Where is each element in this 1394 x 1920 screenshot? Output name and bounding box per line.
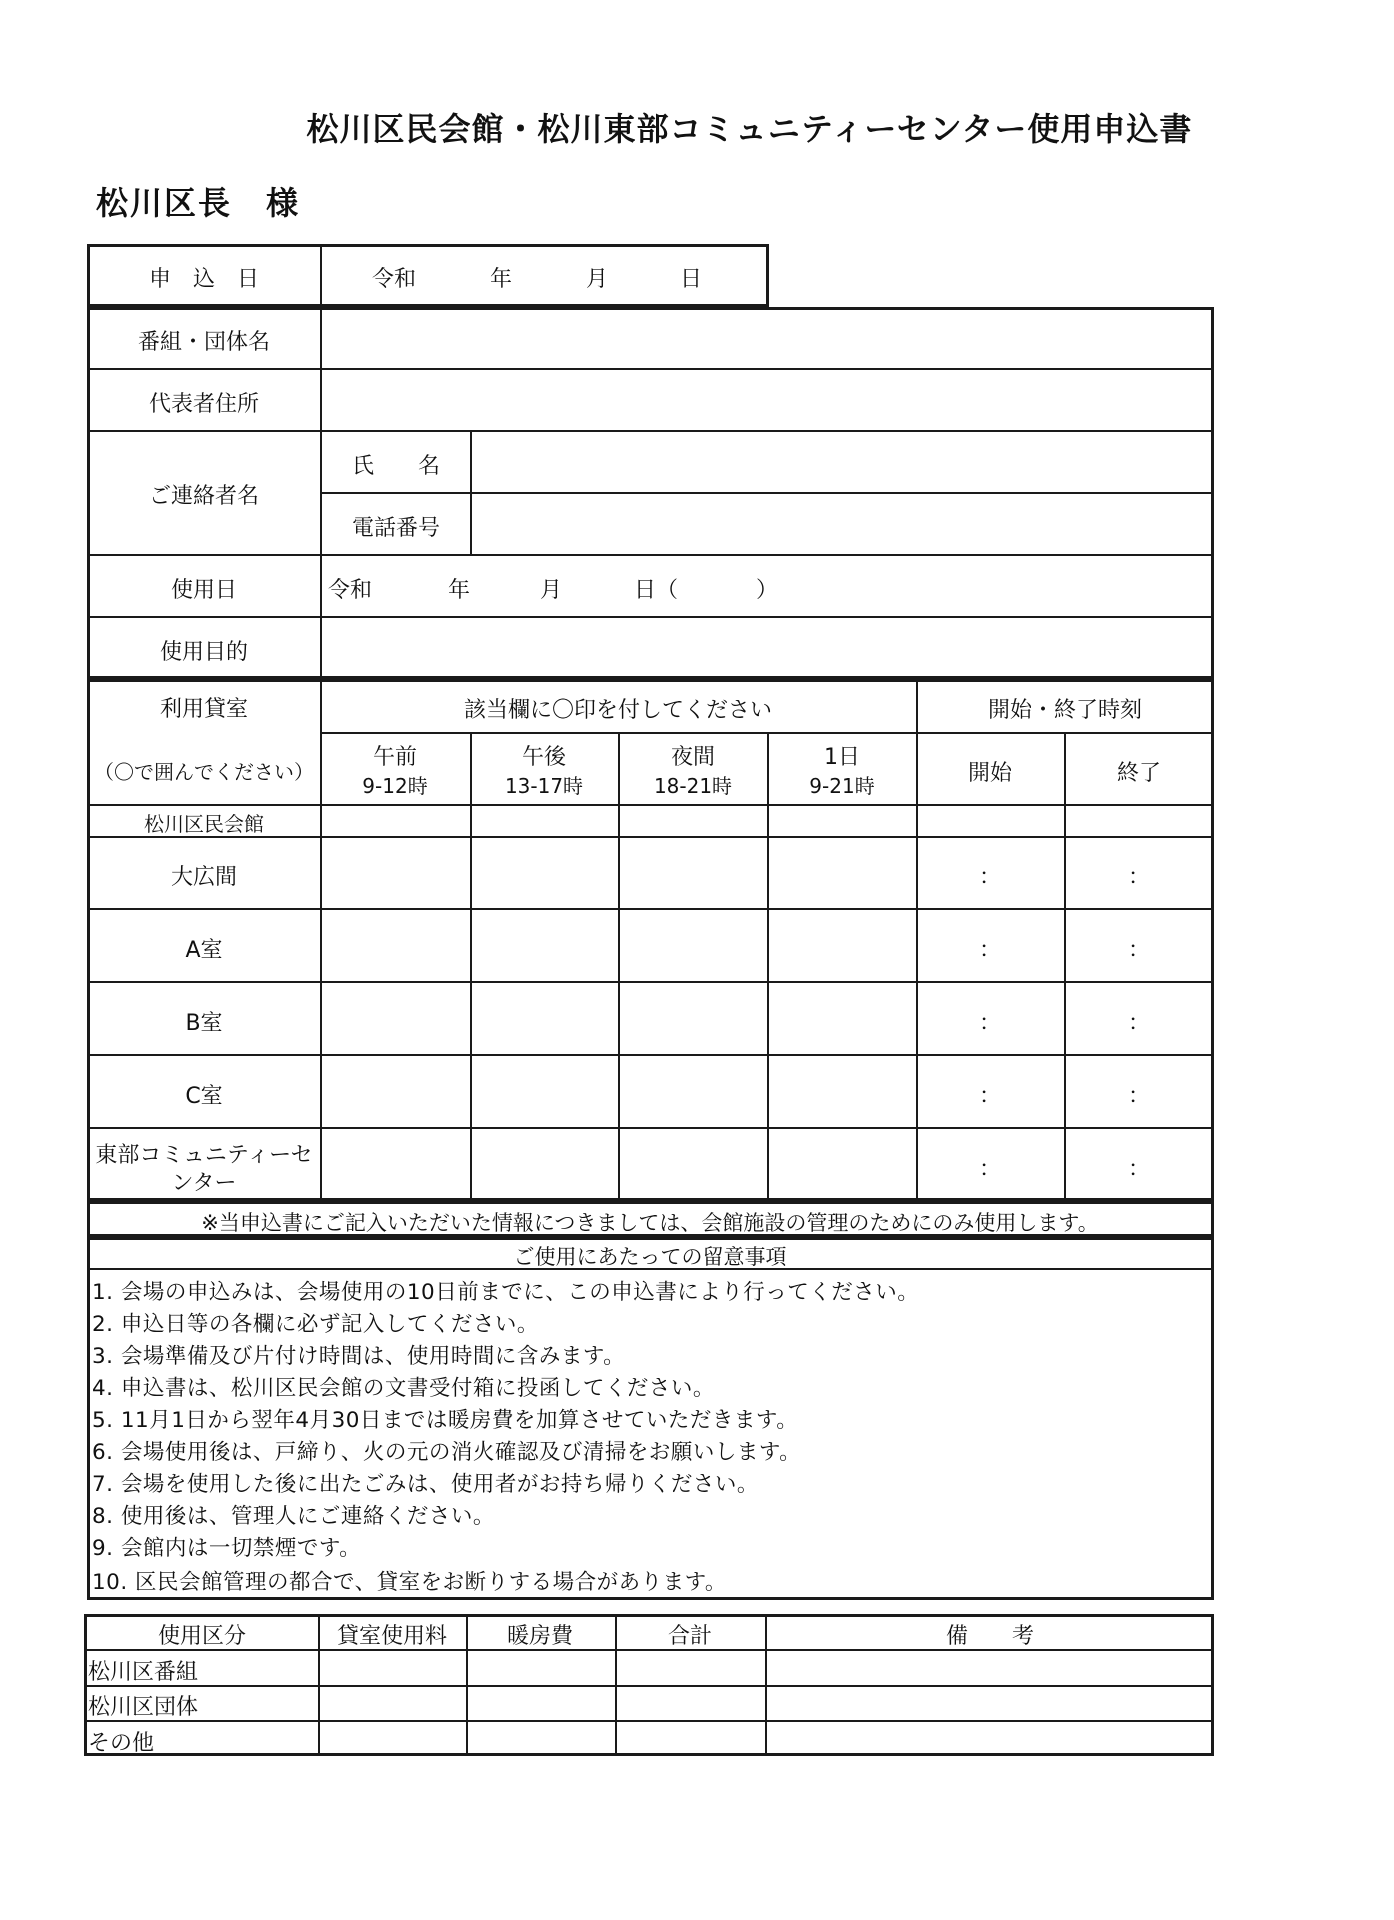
start-time-sep: ：: [978, 1157, 1002, 1182]
slot-morning-hours: 9-12時: [362, 774, 428, 798]
group-name-label: 番組・団体名: [137, 330, 271, 355]
note-item: 9. 会館内は一切禁煙です。: [92, 1536, 362, 1561]
rooms-label-note: （〇で囲んでください）: [94, 760, 314, 784]
contact-phone-field[interactable]: [474, 496, 1209, 551]
slot-afternoon-name: 午後: [521, 745, 567, 770]
fee-header-heating: 暖房費: [506, 1624, 574, 1649]
room-label-tobu-2: ンター: [171, 1171, 237, 1196]
notes-title: ご使用にあたっての留意事項: [513, 1245, 787, 1269]
fee-header-room-fee: 貸室使用料: [336, 1624, 448, 1649]
contact-label: ご連絡者名: [148, 484, 260, 509]
contact-phone-label: 電話番号: [351, 516, 441, 541]
slot-morning-name: 午前: [372, 745, 418, 770]
note-item: 4. 申込書は、松川区民会館の文書受付箱に投函してください。: [92, 1376, 715, 1401]
privacy-note: ※当申込書にご記入いただいた情報につきましては、会館施設の管理のためにのみ使用します。: [201, 1211, 1099, 1235]
application-date-day: 日: [680, 267, 703, 292]
room-label-c: C室: [185, 1084, 223, 1109]
fee-header-remarks: 備 考: [945, 1624, 1035, 1649]
note-item: 3. 会場準備及び片付け時間は、使用時間に含みます。: [92, 1344, 626, 1369]
application-date-label: 申 込 日: [148, 267, 260, 292]
room-label-tobu-1: 東部コミュニティーセ: [95, 1143, 313, 1168]
fee-header-total: 合計: [667, 1624, 713, 1649]
group-name-field[interactable]: [324, 312, 1209, 366]
purpose-field[interactable]: [324, 620, 1209, 675]
room-label-ohiroma: 大広間: [170, 865, 238, 890]
fee-row-label: 松川区番組: [88, 1660, 199, 1685]
note-item: 5. 11月1日から翌年4月30日までは暖房費を加算させていただきます。: [92, 1408, 799, 1433]
application-date-year: 年: [490, 267, 513, 292]
use-date-close: ）: [756, 578, 779, 603]
note-item: 8. 使用後は、管理人にご連絡ください。: [92, 1504, 495, 1529]
end-time-sep: ：: [1127, 1157, 1151, 1182]
note-item: 10. 区民会館管理の都合で、貸室をお断りする場合があります。: [92, 1570, 727, 1595]
rep-address-field[interactable]: [324, 372, 1209, 427]
rooms-label: 利用貸室: [159, 697, 249, 722]
slot-fullday-hours: 9-21時: [809, 774, 875, 798]
use-date-era: 令和: [328, 578, 373, 603]
note-item: 7. 会場を使用した後に出たごみは、使用者がお持ち帰りください。: [92, 1472, 759, 1497]
note-item: 2. 申込日等の各欄に必ず記入してください。: [92, 1312, 539, 1337]
slot-night-name: 夜間: [670, 745, 716, 770]
mark-instruction: 該当欄に〇印を付してください: [463, 698, 773, 723]
start-time-sep: ：: [978, 865, 1002, 890]
slot-night-hours: 18-21時: [653, 774, 733, 798]
slot-fullday-name: 1日: [824, 745, 860, 770]
end-time-sep: ：: [1127, 938, 1151, 963]
purpose-label: 使用目的: [159, 640, 249, 665]
fee-row-label: その他: [88, 1731, 155, 1756]
slot-afternoon-hours: 13-17時: [504, 774, 584, 798]
start-time-sep: ：: [978, 1011, 1002, 1036]
hall-name: 松川区民会館: [144, 812, 264, 836]
end-time-sep: ：: [1127, 1084, 1151, 1109]
end-time-sep: ：: [1127, 865, 1151, 890]
fee-header-category: 使用区分: [157, 1624, 247, 1649]
form-title: 松川区民会館・松川東部コミュニティーセンター使用申込書: [306, 110, 1193, 148]
rep-address-label: 代表者住所: [148, 392, 260, 417]
room-label-b: B室: [185, 1011, 223, 1036]
application-date-era: 令和: [372, 267, 417, 292]
time-header: 開始・終了時刻: [987, 698, 1143, 723]
use-date-label: 使用日: [170, 578, 238, 603]
application-date-field[interactable]: [324, 248, 764, 303]
start-time-sep: ：: [978, 938, 1002, 963]
note-item: 6. 会場使用後は、戸締り、火の元の消火確認及び清掃をお願いします。: [92, 1440, 802, 1465]
use-date-day: 日（: [634, 578, 679, 603]
use-date-month: 月: [540, 578, 563, 603]
start-header: 開始: [967, 761, 1013, 786]
use-date-field[interactable]: [324, 558, 1209, 613]
end-header: 終了: [1116, 761, 1162, 786]
application-date-month: 月: [586, 267, 609, 292]
contact-name-field[interactable]: [474, 434, 1209, 489]
addressee: 松川区長 様: [96, 184, 301, 222]
fee-row-label: 松川区団体: [88, 1695, 199, 1720]
use-date-year: 年: [448, 578, 471, 603]
contact-name-label: 氏 名: [351, 454, 441, 479]
start-time-sep: ：: [978, 1084, 1002, 1109]
end-time-sep: ：: [1127, 1011, 1151, 1036]
note-item: 1. 会場の申込みは、会場使用の10日前までに、この申込書により行ってください。: [92, 1280, 920, 1305]
room-label-a: A室: [185, 938, 223, 963]
